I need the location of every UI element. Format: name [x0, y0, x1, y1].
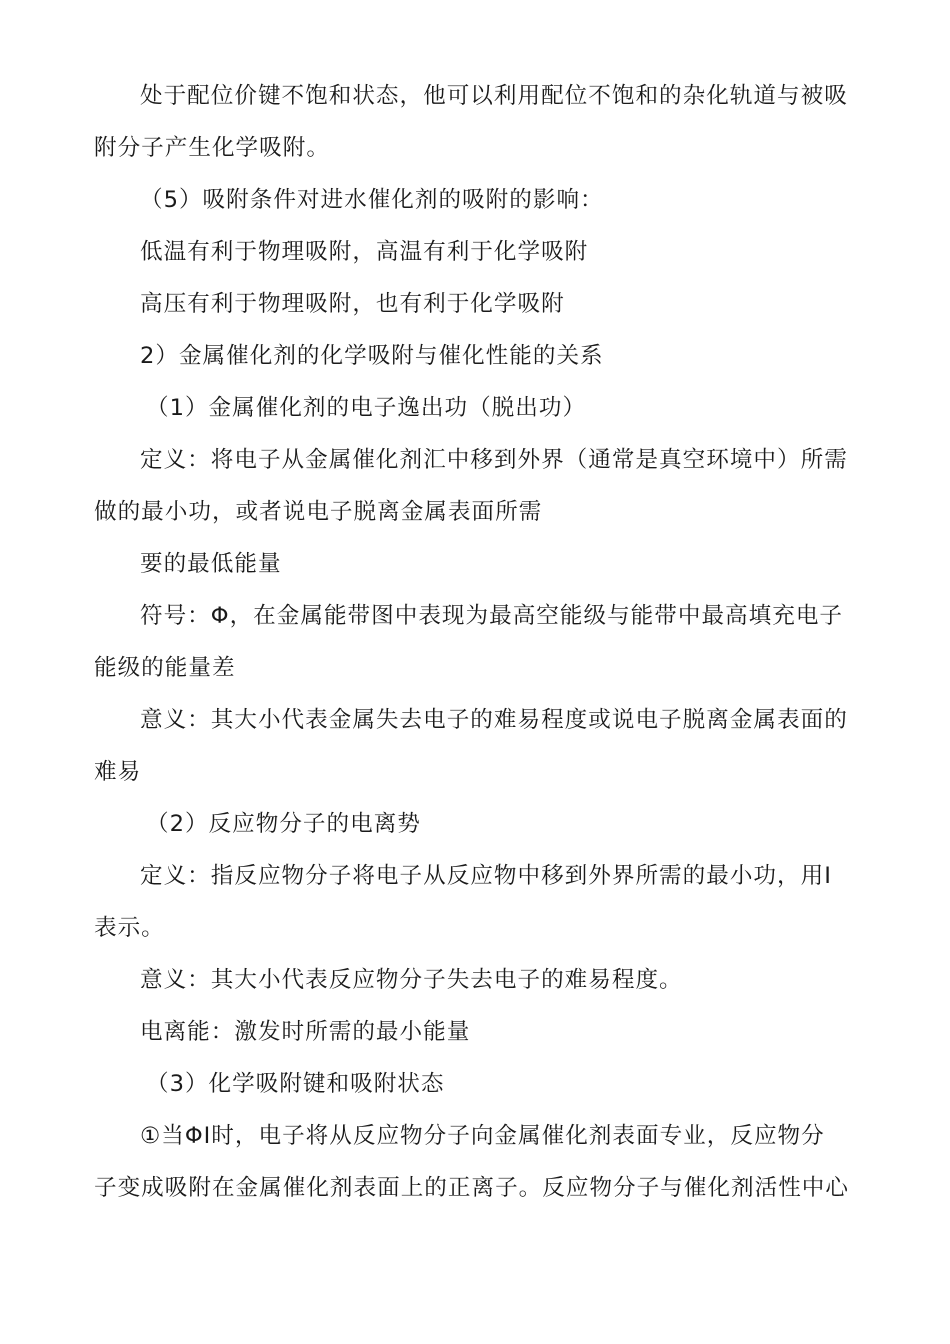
text-line: （3）化学吸附键和吸附状态	[146, 1071, 445, 1097]
paragraph-high-pressure	[94, 278, 856, 330]
paragraph-heading-3	[94, 1058, 856, 1110]
text-line: 符号：Φ，在金属能带图中表现为最高空能级与能带中最高填充电子	[140, 603, 844, 629]
paragraph-adsorption-intro	[94, 70, 856, 174]
text-line: 要的最低能量	[140, 551, 282, 577]
text-line: 难易	[94, 759, 142, 785]
paragraph-meaning-work-function	[94, 694, 856, 798]
paragraph-low-temp	[94, 226, 856, 278]
text-line: 附分子产生化学吸附。	[94, 135, 330, 161]
text-line: 意义：其大小代表反应物分子失去电子的难易程度。	[140, 967, 683, 993]
text-line: 低温有利于物理吸附，高温有利于化学吸附	[140, 239, 589, 265]
paragraph-case-1	[94, 1110, 856, 1214]
text-line: （1）金属催化剂的电子逸出功（脱出功）	[146, 395, 587, 421]
text-line: 2）金属催化剂的化学吸附与催化性能的关系	[140, 343, 604, 369]
text-line: 电离能：激发时所需的最小能量	[140, 1019, 471, 1045]
paragraph-heading-5	[94, 174, 856, 226]
text-line: 子变成吸附在金属催化剂表面上的正离子。反应物分子与催化剂活性中心	[94, 1175, 849, 1201]
text-line: 高压有利于物理吸附，也有利于化学吸附	[140, 291, 565, 317]
text-line: 定义：指反应物分子将电子从反应物中移到外界所需的最小功，用I	[140, 863, 832, 889]
paragraph-section-2	[94, 330, 856, 382]
text-line: 做的最小功，或者说电子脱离金属表面所需	[94, 499, 543, 525]
text-line: 表示。	[94, 915, 165, 941]
paragraph-definition-ionization	[94, 850, 856, 954]
text-line: 意义：其大小代表金属失去电子的难易程度或说电子脱离金属表面的	[140, 707, 848, 733]
paragraph-symbol	[94, 590, 856, 694]
paragraph-definition-work-function	[94, 434, 856, 538]
paragraph-min-energy	[94, 538, 856, 590]
paragraph-heading-2	[94, 798, 856, 850]
text-line: 定义：将电子从金属催化剂汇中移到外界（通常是真空环境中）所需	[140, 447, 848, 473]
text-line: （2）反应物分子的电离势	[146, 811, 421, 837]
text-line: 处于配位价键不饱和状态，他可以利用配位不饱和的杂化轨道与被吸	[140, 83, 848, 109]
paragraph-ionization-energy	[94, 1006, 856, 1058]
paragraph-meaning-ionization	[94, 954, 856, 1006]
text-line: 能级的能量差	[94, 655, 236, 681]
text-line: （5）吸附条件对进水催化剂的吸附的影响：	[140, 187, 604, 213]
text-line: ①当ΦI时，电子将从反应物分子向金属催化剂表面专业，反应物分	[140, 1123, 825, 1149]
paragraph-heading-1	[94, 382, 856, 434]
